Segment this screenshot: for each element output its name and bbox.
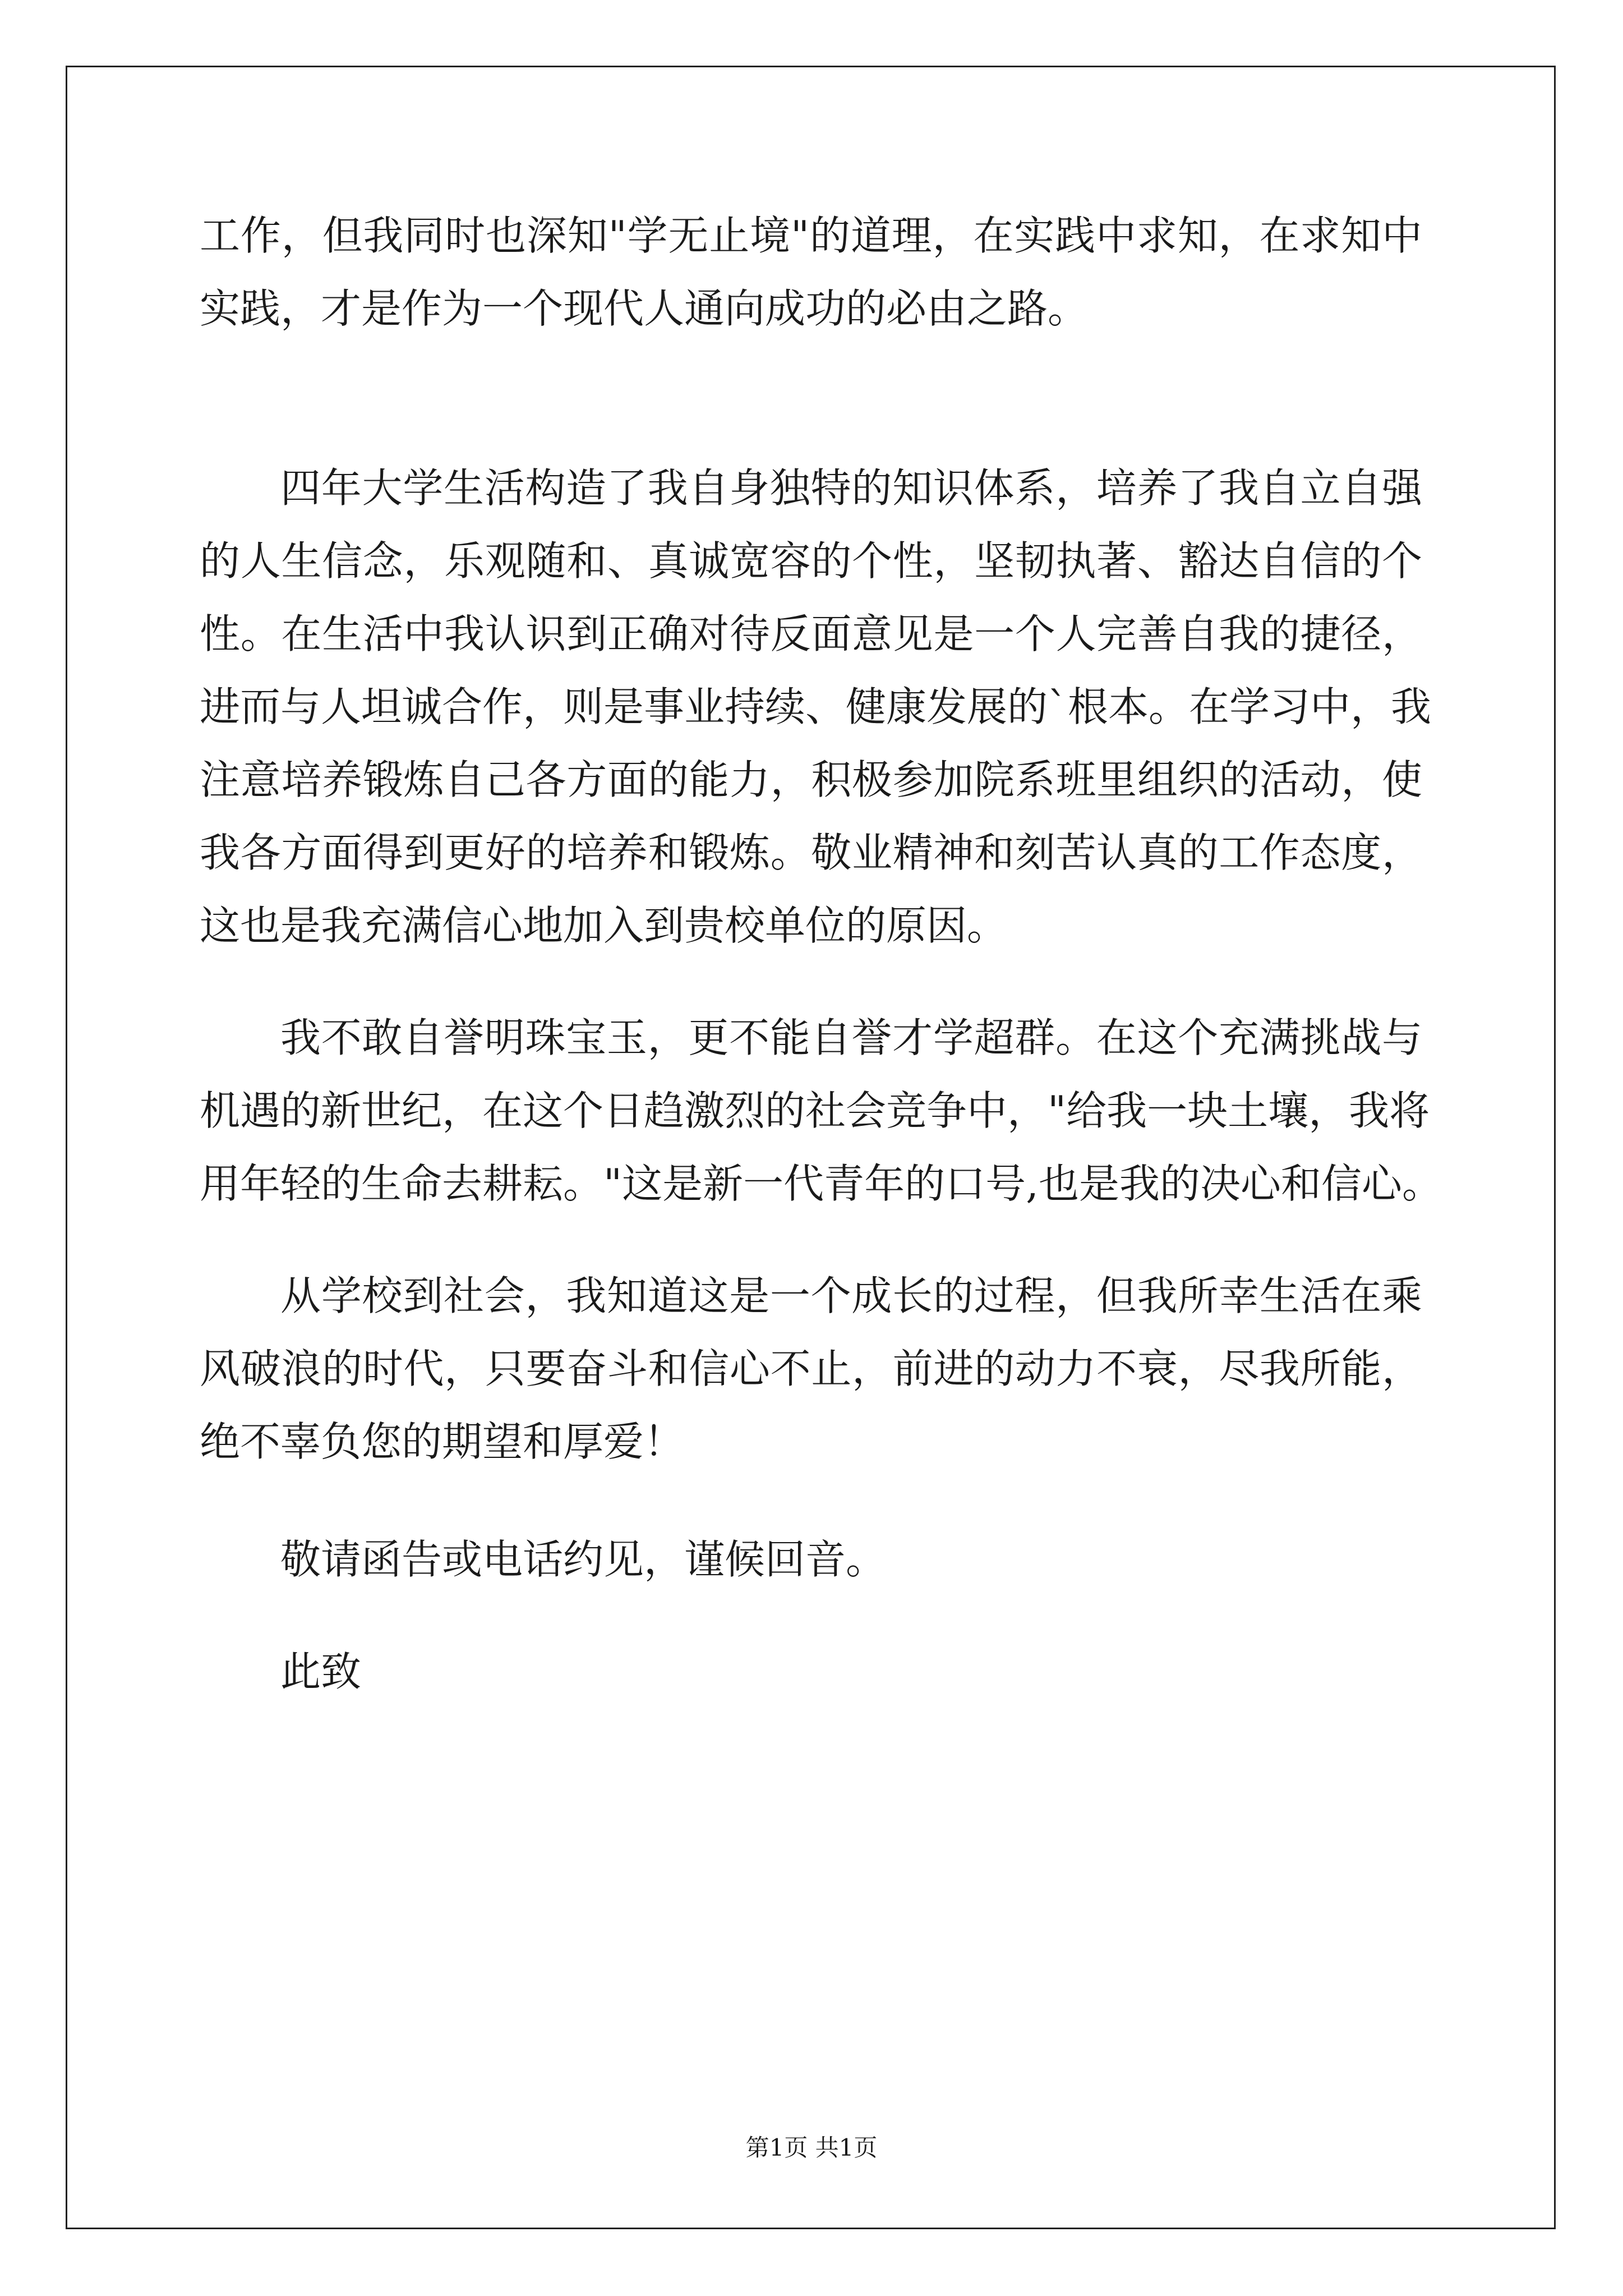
text-line: 风破浪的时代，只要奋斗和信心不止，前进的动力不衰，尽我所能， [200, 1345, 1422, 1392]
closing-salutation: 此致 [280, 1648, 362, 1695]
paragraph-start-line: 我不敢自誉明珠宝玉，更不能自誉才学超群。在这个充满挑战与 [280, 1014, 1422, 1061]
text-line: 这也是我充满信心地加入到贵校单位的原因。 [200, 902, 1008, 949]
text-line: 机遇的新世纪，在这个日趋激烈的社会竞争中，"给我一块土壤，我将 [200, 1087, 1430, 1134]
paragraph-start-line: 敬请函告或电话约见，谨候回音。 [280, 1536, 887, 1583]
text-line: 工作，但我同时也深知"学无止境"的道理，在实践中求知，在求知中 [200, 212, 1422, 259]
page-number-footer: 第1页 共1页 [745, 2134, 878, 2161]
page-border [66, 66, 1556, 2229]
paragraph-start-line: 从学校到社会，我知道这是一个成长的过程，但我所幸生活在乘 [280, 1272, 1422, 1319]
text-line: 我各方面得到更好的培养和锻炼。敬业精神和刻苦认真的工作态度， [200, 829, 1422, 876]
text-line: 的人生信念，乐观随和、真诚宽容的个性，坚韧执著、豁达自信的个 [200, 537, 1422, 585]
text-line: 用年轻的生命去耕耘。"这是新一代青年的口号,也是我的决心和信心。 [200, 1160, 1443, 1207]
text-line: 实践，才是作为一个现代人通向成功的必由之路。 [200, 285, 1089, 332]
paragraph-start-line: 四年大学生活构造了我自身独特的知识体系，培养了我自立自强 [280, 464, 1422, 512]
text-line: 性。在生活中我认识到正确对待反面意见是一个人完善自我的捷径， [200, 610, 1422, 657]
text-line: 注意培养锻炼自己各方面的能力，积极参加院系班里组织的活动，使 [200, 756, 1422, 803]
text-line: 绝不辜负您的期望和厚爱！ [200, 1418, 685, 1465]
text-line: 进而与人坦诚合作，则是事业持续、健康发展的`根本。在学习中，我 [200, 683, 1432, 730]
